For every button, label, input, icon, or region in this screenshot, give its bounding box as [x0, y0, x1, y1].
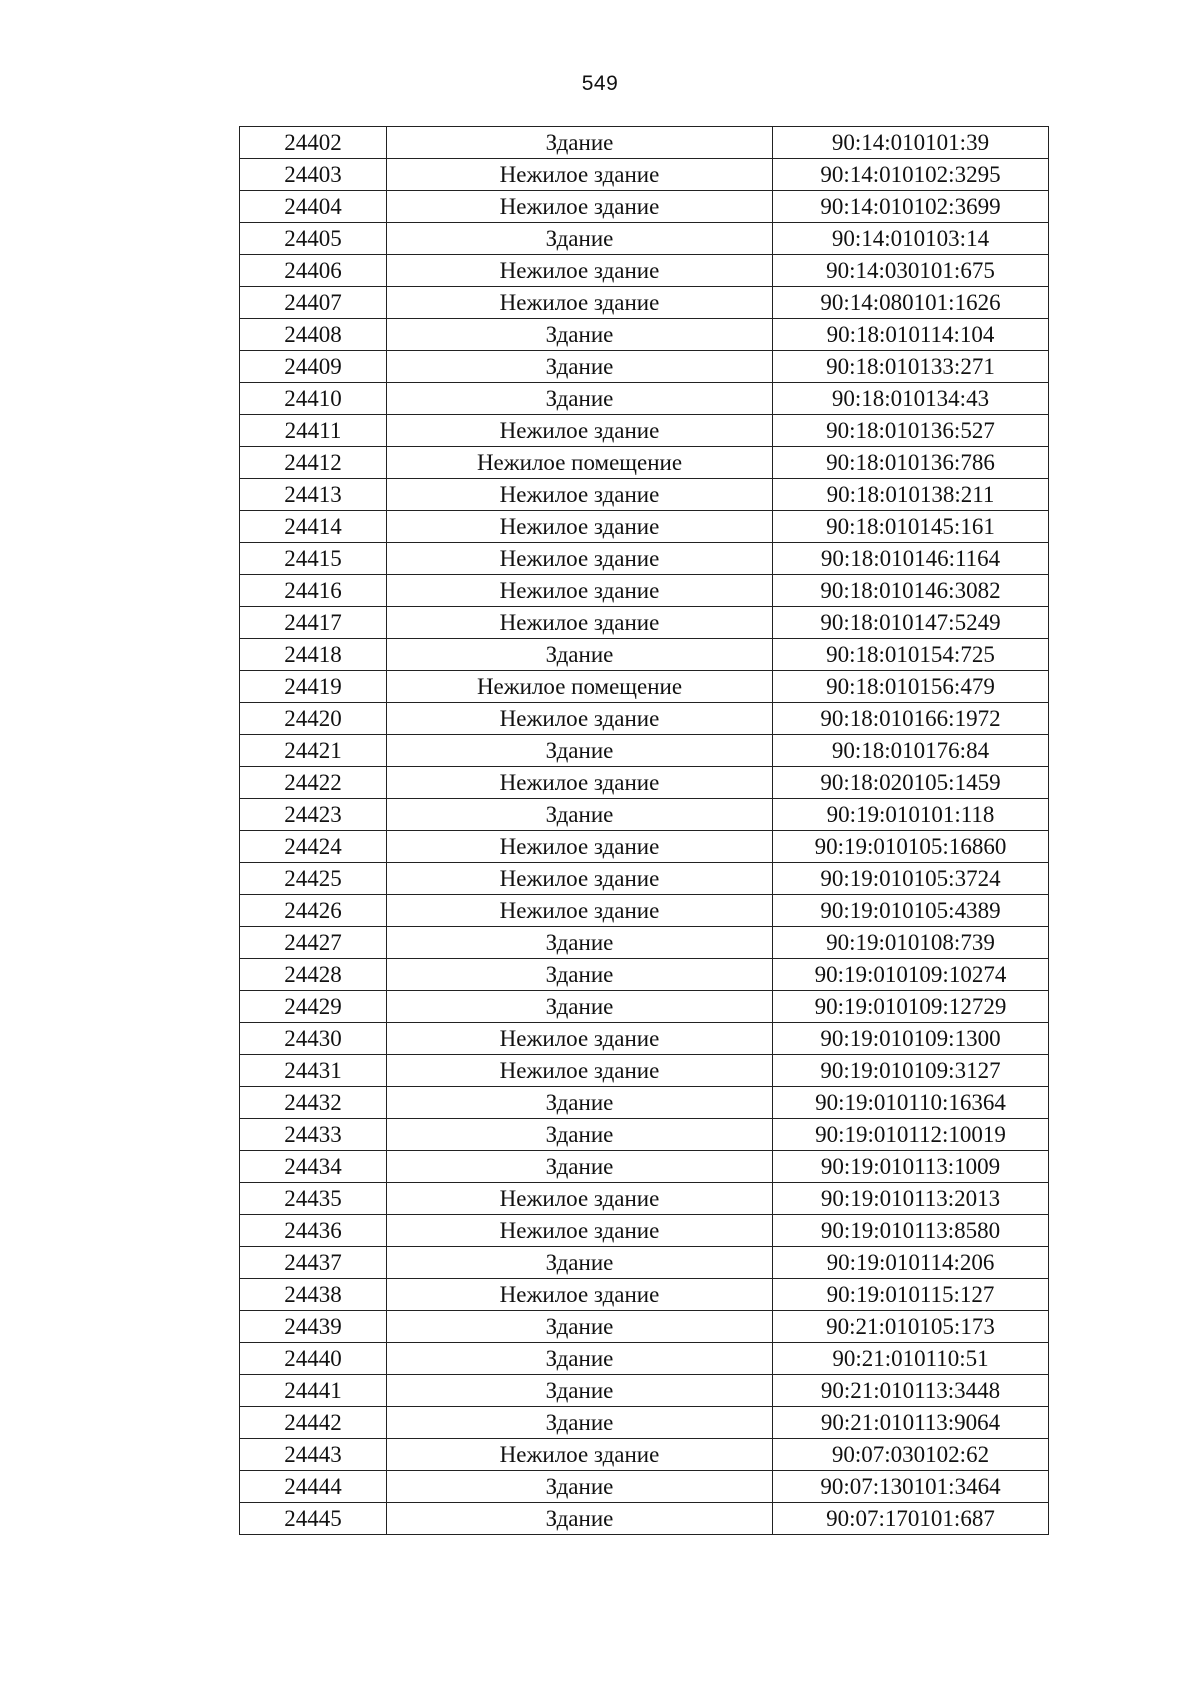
object-type-cell: Нежилое здание	[387, 1023, 773, 1055]
cadastral-number-cell: 90:07:030102:62	[773, 1439, 1049, 1471]
object-type-cell: Здание	[387, 639, 773, 671]
cadastral-number-cell: 90:19:010101:118	[773, 799, 1049, 831]
table-row	[240, 607, 1049, 639]
table-row	[240, 511, 1049, 543]
table-row	[240, 127, 1049, 159]
cadastral-number-cell: 90:18:010136:527	[773, 415, 1049, 447]
table-row	[240, 1055, 1049, 1087]
cadastral-number-cell: 90:18:010146:1164	[773, 543, 1049, 575]
page-number: 549	[581, 72, 619, 95]
object-type-cell: Нежилое здание	[387, 863, 773, 895]
object-type-cell: Нежилое помещение	[387, 671, 773, 703]
table-row	[240, 767, 1049, 799]
object-type-cell: Нежилое здание	[387, 1183, 773, 1215]
row-number-cell: 24427	[240, 927, 387, 959]
cadastral-number-cell: 90:19:010109:12729	[773, 991, 1049, 1023]
row-number-cell: 24419	[240, 671, 387, 703]
table-row	[240, 991, 1049, 1023]
object-type-cell: Здание	[387, 1343, 773, 1375]
object-type-cell: Здание	[387, 1247, 773, 1279]
cadastral-number-cell: 90:19:010105:16860	[773, 831, 1049, 863]
table-row	[240, 575, 1049, 607]
row-number-cell: 24439	[240, 1311, 387, 1343]
table-row	[240, 1375, 1049, 1407]
row-number-cell: 24415	[240, 543, 387, 575]
row-number-cell: 24428	[240, 959, 387, 991]
row-number-cell: 24435	[240, 1183, 387, 1215]
row-number-cell: 24431	[240, 1055, 387, 1087]
table-row	[240, 447, 1049, 479]
row-number-cell: 24420	[240, 703, 387, 735]
table-row	[240, 1183, 1049, 1215]
cadastral-number-cell: 90:19:010110:16364	[773, 1087, 1049, 1119]
object-type-cell: Нежилое здание	[387, 415, 773, 447]
cadastral-number-cell: 90:18:020105:1459	[773, 767, 1049, 799]
table-row	[240, 959, 1049, 991]
object-type-cell: Здание	[387, 351, 773, 383]
table-row	[240, 799, 1049, 831]
table-row	[240, 1439, 1049, 1471]
table-row	[240, 1215, 1049, 1247]
object-type-cell: Нежилое здание	[387, 287, 773, 319]
cadastral-number-cell: 90:18:010146:3082	[773, 575, 1049, 607]
row-number-cell: 24430	[240, 1023, 387, 1055]
object-type-cell: Здание	[387, 1087, 773, 1119]
cadastral-number-cell: 90:14:010102:3699	[773, 191, 1049, 223]
registry-table-body	[240, 127, 1049, 1535]
cadastral-number-cell: 90:07:130101:3464	[773, 1471, 1049, 1503]
row-number-cell: 24434	[240, 1151, 387, 1183]
object-type-cell: Здание	[387, 1503, 773, 1535]
cadastral-number-cell: 90:19:010115:127	[773, 1279, 1049, 1311]
table-row	[240, 415, 1049, 447]
row-number-cell: 24436	[240, 1215, 387, 1247]
table-row	[240, 1247, 1049, 1279]
object-type-cell: Здание	[387, 799, 773, 831]
table-row	[240, 543, 1049, 575]
cadastral-number-cell: 90:19:010114:206	[773, 1247, 1049, 1279]
table-row	[240, 895, 1049, 927]
cadastral-number-cell: 90:07:170101:687	[773, 1503, 1049, 1535]
table-row	[240, 1503, 1049, 1535]
cadastral-number-cell: 90:19:010109:3127	[773, 1055, 1049, 1087]
cadastral-number-cell: 90:18:010176:84	[773, 735, 1049, 767]
row-number-cell: 24410	[240, 383, 387, 415]
table-row	[240, 1119, 1049, 1151]
table-row	[240, 703, 1049, 735]
cadastral-number-cell: 90:21:010113:9064	[773, 1407, 1049, 1439]
cadastral-number-cell: 90:18:010136:786	[773, 447, 1049, 479]
table-row	[240, 159, 1049, 191]
cadastral-number-cell: 90:18:010145:161	[773, 511, 1049, 543]
object-type-cell: Здание	[387, 959, 773, 991]
row-number-cell: 24423	[240, 799, 387, 831]
object-type-cell: Здание	[387, 383, 773, 415]
table-row	[240, 479, 1049, 511]
row-number-cell: 24408	[240, 319, 387, 351]
cadastral-number-cell: 90:14:030101:675	[773, 255, 1049, 287]
object-type-cell: Нежилое здание	[387, 1215, 773, 1247]
row-number-cell: 24445	[240, 1503, 387, 1535]
cadastral-number-cell: 90:18:010114:104	[773, 319, 1049, 351]
object-type-cell: Нежилое здание	[387, 191, 773, 223]
table-row	[240, 383, 1049, 415]
object-type-cell: Здание	[387, 1471, 773, 1503]
cadastral-number-cell: 90:19:010109:10274	[773, 959, 1049, 991]
object-type-cell: Здание	[387, 735, 773, 767]
row-number-cell: 24438	[240, 1279, 387, 1311]
row-number-cell: 24429	[240, 991, 387, 1023]
object-type-cell: Здание	[387, 991, 773, 1023]
cadastral-number-cell: 90:19:010113:8580	[773, 1215, 1049, 1247]
row-number-cell: 24406	[240, 255, 387, 287]
cadastral-number-cell: 90:18:010156:479	[773, 671, 1049, 703]
object-type-cell: Нежилое здание	[387, 575, 773, 607]
object-type-cell: Нежилое здание	[387, 895, 773, 927]
row-number-cell: 24416	[240, 575, 387, 607]
table-row	[240, 1087, 1049, 1119]
object-type-cell: Здание	[387, 1151, 773, 1183]
row-number-cell: 24437	[240, 1247, 387, 1279]
object-type-cell: Здание	[387, 223, 773, 255]
cadastral-number-cell: 90:21:010110:51	[773, 1343, 1049, 1375]
table-row	[240, 1407, 1049, 1439]
row-number-cell: 24425	[240, 863, 387, 895]
table-row	[240, 863, 1049, 895]
cadastral-number-cell: 90:14:010103:14	[773, 223, 1049, 255]
row-number-cell: 24405	[240, 223, 387, 255]
object-type-cell: Здание	[387, 1119, 773, 1151]
row-number-cell: 24442	[240, 1407, 387, 1439]
cadastral-number-cell: 90:18:010133:271	[773, 351, 1049, 383]
cadastral-number-cell: 90:19:010105:4389	[773, 895, 1049, 927]
row-number-cell: 24407	[240, 287, 387, 319]
table-row	[240, 191, 1049, 223]
row-number-cell: 24404	[240, 191, 387, 223]
object-type-cell: Здание	[387, 1407, 773, 1439]
object-type-cell: Здание	[387, 319, 773, 351]
row-number-cell: 24421	[240, 735, 387, 767]
row-number-cell: 24440	[240, 1343, 387, 1375]
object-type-cell: Нежилое здание	[387, 543, 773, 575]
object-type-cell: Здание	[387, 1375, 773, 1407]
object-type-cell: Здание	[387, 127, 773, 159]
cadastral-number-cell: 90:19:010109:1300	[773, 1023, 1049, 1055]
cadastral-number-cell: 90:18:010147:5249	[773, 607, 1049, 639]
table-row	[240, 255, 1049, 287]
row-number-cell: 24426	[240, 895, 387, 927]
cadastral-number-cell: 90:19:010113:1009	[773, 1151, 1049, 1183]
cadastral-number-cell: 90:18:010134:43	[773, 383, 1049, 415]
row-number-cell: 24433	[240, 1119, 387, 1151]
object-type-cell: Нежилое здание	[387, 511, 773, 543]
object-type-cell: Нежилое здание	[387, 255, 773, 287]
row-number-cell: 24402	[240, 127, 387, 159]
table-row	[240, 735, 1049, 767]
row-number-cell: 24432	[240, 1087, 387, 1119]
table-row	[240, 1471, 1049, 1503]
object-type-cell: Нежилое здание	[387, 1439, 773, 1471]
table-row	[240, 1279, 1049, 1311]
table-row	[240, 639, 1049, 671]
table-row	[240, 831, 1049, 863]
cadastral-number-cell: 90:18:010166:1972	[773, 703, 1049, 735]
object-type-cell: Нежилое здание	[387, 607, 773, 639]
cadastral-number-cell: 90:21:010105:173	[773, 1311, 1049, 1343]
row-number-cell: 24424	[240, 831, 387, 863]
row-number-cell: 24443	[240, 1439, 387, 1471]
table-row	[240, 223, 1049, 255]
cadastral-number-cell: 90:14:010102:3295	[773, 159, 1049, 191]
object-type-cell: Нежилое здание	[387, 703, 773, 735]
object-type-cell: Нежилое здание	[387, 1279, 773, 1311]
table-row	[240, 1311, 1049, 1343]
row-number-cell: 24411	[240, 415, 387, 447]
table-row	[240, 319, 1049, 351]
table-row	[240, 1151, 1049, 1183]
object-type-cell: Нежилое здание	[387, 1055, 773, 1087]
row-number-cell: 24412	[240, 447, 387, 479]
row-number-cell: 24422	[240, 767, 387, 799]
row-number-cell: 24417	[240, 607, 387, 639]
row-number-cell: 24413	[240, 479, 387, 511]
object-type-cell: Нежилое помещение	[387, 447, 773, 479]
object-type-cell: Нежилое здание	[387, 479, 773, 511]
object-type-cell: Здание	[387, 927, 773, 959]
cadastral-number-cell: 90:21:010113:3448	[773, 1375, 1049, 1407]
table-row	[240, 927, 1049, 959]
cadastral-number-cell: 90:14:010101:39	[773, 127, 1049, 159]
row-number-cell: 24403	[240, 159, 387, 191]
cadastral-number-cell: 90:19:010112:10019	[773, 1119, 1049, 1151]
cadastral-number-cell: 90:19:010113:2013	[773, 1183, 1049, 1215]
table-row	[240, 287, 1049, 319]
row-number-cell: 24444	[240, 1471, 387, 1503]
row-number-cell: 24414	[240, 511, 387, 543]
row-number-cell: 24441	[240, 1375, 387, 1407]
registry-table	[239, 126, 1049, 1535]
table-row	[240, 671, 1049, 703]
object-type-cell: Нежилое здание	[387, 767, 773, 799]
row-number-cell: 24409	[240, 351, 387, 383]
cadastral-number-cell: 90:18:010138:211	[773, 479, 1049, 511]
row-number-cell: 24418	[240, 639, 387, 671]
object-type-cell: Нежилое здание	[387, 831, 773, 863]
object-type-cell: Нежилое здание	[387, 159, 773, 191]
table-row	[240, 351, 1049, 383]
cadastral-number-cell: 90:18:010154:725	[773, 639, 1049, 671]
cadastral-number-cell: 90:14:080101:1626	[773, 287, 1049, 319]
object-type-cell: Здание	[387, 1311, 773, 1343]
table-row	[240, 1343, 1049, 1375]
table-row	[240, 1023, 1049, 1055]
cadastral-number-cell: 90:19:010105:3724	[773, 863, 1049, 895]
cadastral-number-cell: 90:19:010108:739	[773, 927, 1049, 959]
